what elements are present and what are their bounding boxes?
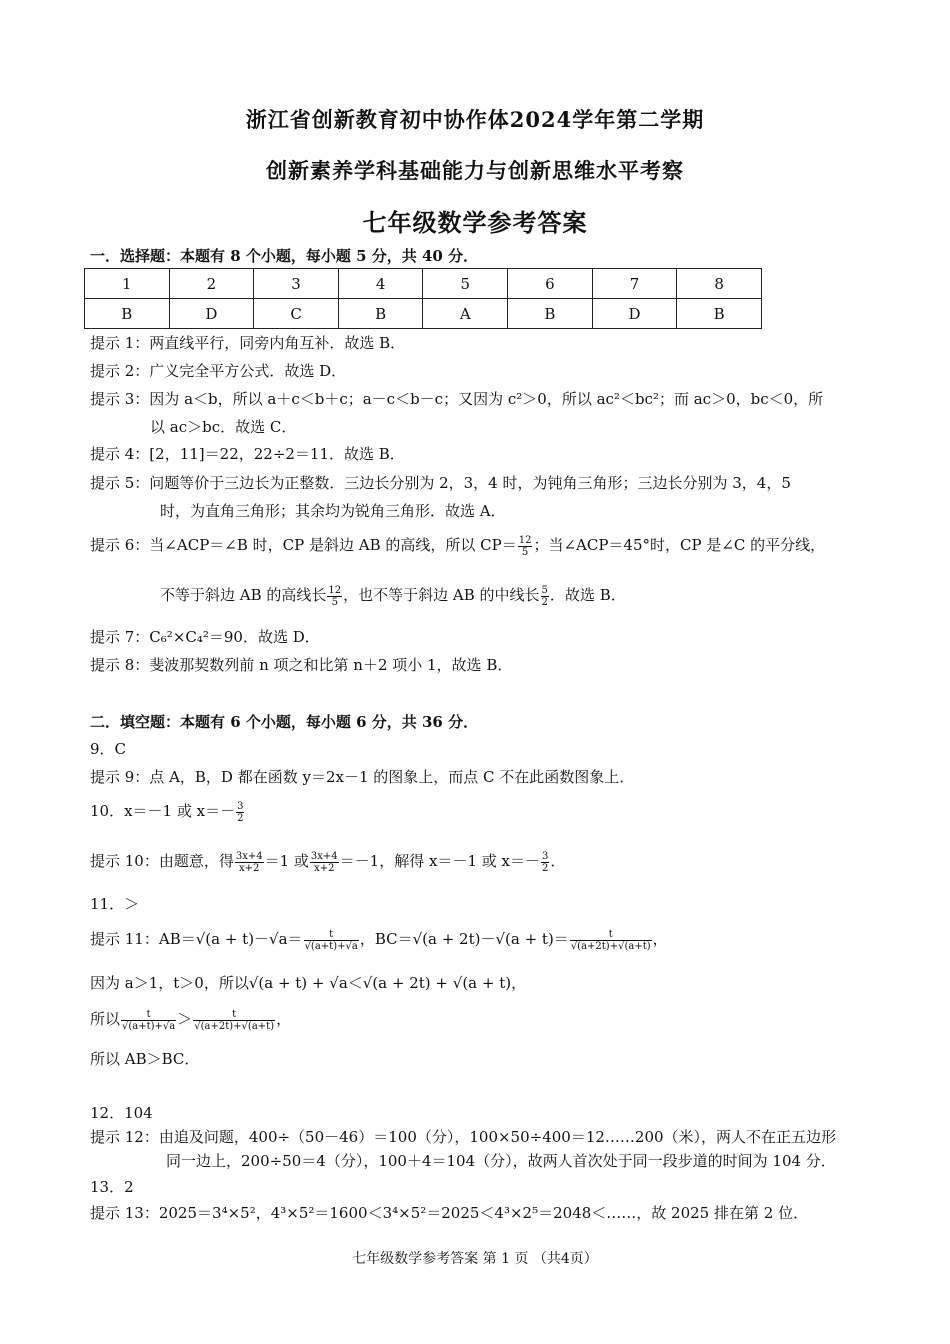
section1-heading: 一．选择题：本题有 8 个小题，每小题 5 分，共 40 分．	[90, 247, 479, 265]
hint-10-text-c: ＝－1，解得 x＝－1 或 x＝－	[339, 852, 540, 870]
fraction-12-over-5: $\frac{12}{5}$	[328, 584, 342, 608]
fraction-t-over-sqrt-sum-2: $\frac{t}{√(a+2t)+√(a+t)}$	[570, 928, 651, 952]
fraction-t-over-sqrt-sum-1: $\frac{t}{√(a+t)+√a}$	[304, 928, 358, 952]
hint-5-line2: 时，为直角三角形；其余均为锐角三角形．故选 A．	[160, 502, 506, 520]
hint-10	[90, 850, 565, 874]
fraction-t-over-sqrt-sum-2: $\frac{t}{√(a+2t)+√(a+t)}$	[194, 1008, 275, 1032]
answer-table-answer-row	[85, 299, 762, 329]
fraction-3x4-over-x2: $\frac{3x+4}{x+2}$	[235, 850, 263, 874]
hint-12-line1: 提示 12：由追及问题，400÷（50－46）＝100（分），100×50÷400＝12……200（米），两人不在正五边形	[90, 1128, 837, 1146]
answer-cell: B	[338, 299, 423, 329]
hint-11-line1	[90, 928, 668, 952]
answer-cell: C	[254, 299, 339, 329]
hint-5-line1: 提示 5：问题等价于三边长为正整数．三边长分别为 2，3，4 时，为钝角三角形；三边长分别为 3，4，5	[90, 474, 791, 492]
answer-10	[90, 800, 245, 824]
question-number-cell: 6	[508, 269, 593, 299]
hint-1: 提示 1：两直线平行，同旁内角互补．故选 B．	[90, 334, 406, 352]
question-number-cell: 2	[169, 269, 254, 299]
hint-13: 提示 13：2025＝3⁴×5²，4³×5²＝1600＜3⁴×5²＝2025＜4³×2⁵＝2048＜……，故 2025 排在第 2 位．	[90, 1204, 809, 1222]
hint-11-line2: 因为 a＞1，t＞0，所以√(a + t) + √a＜√(a + 2t) + √(a + t)，	[90, 974, 527, 992]
hint-11-text-d: 所以	[90, 1010, 121, 1028]
hint-11-line4: 所以 AB＞BC．	[90, 1050, 200, 1068]
hint-12-line2: 同一边上，200÷50＝4（分），100＋4＝104（分），故两人首次处于同一段步道的时间为 104 分．	[166, 1152, 836, 1170]
answer-cell: B	[677, 299, 762, 329]
fraction-12-over-5: $\frac{12}{5}$	[518, 534, 532, 558]
hint-11-text-e: ＞	[177, 1010, 193, 1028]
answer-cell: D	[592, 299, 677, 329]
page-footer: 七年级数学参考答案 第 1 页 （共4页）	[352, 1251, 598, 1267]
answer-table-number-row	[85, 269, 762, 299]
question-number-cell: 7	[592, 269, 677, 299]
hint-3-line1: 提示 3：因为 a＜b，所以 a＋c＜b＋c；a－c＜b－c；又因为 c²＞0，所以 ac²＜bc²；而 ac＞0，bc＜0，所	[90, 390, 824, 408]
hint-2: 提示 2：广义完全平方公式．故选 D．	[90, 362, 347, 380]
doc-title-line1: 浙江省创新教育初中协作体2024学年第二学期	[245, 107, 705, 132]
question-number-cell: 8	[677, 269, 762, 299]
doc-title-line2: 创新素养学科基础能力与创新思维水平考察	[266, 158, 684, 183]
fraction-5-over-2: $\frac{5}{2}$	[541, 584, 548, 608]
hint-11-text-b: ，BC＝√(a + 2t)－√(a + t)＝	[359, 930, 569, 948]
answer-cell: A	[423, 299, 508, 329]
hint-6-line2	[160, 584, 626, 608]
answer-13: 13．2	[90, 1178, 134, 1196]
hint-6-text-e: ．故选 B．	[549, 586, 626, 604]
answer-9: 9．C	[90, 740, 127, 758]
hint-11-text-a: 提示 11：AB＝√(a + t)－√a＝	[90, 930, 303, 948]
answer-10-text: 10．x＝－1 或 x＝－	[90, 802, 236, 820]
fraction-3-over-2: $\frac{3}{2}$	[237, 800, 244, 824]
hint-6-text-c: 不等于斜边 AB 的高线长	[160, 586, 327, 604]
question-number-cell: 1	[85, 269, 170, 299]
hint-11-text-c: ，	[652, 930, 668, 948]
hint-11-text-f: ，	[276, 1010, 292, 1028]
answer-11: 11．＞	[90, 895, 140, 913]
hint-11-line3	[90, 1008, 291, 1032]
answer-cell: B	[508, 299, 593, 329]
hint-10-text-b: ＝1 或	[264, 852, 309, 870]
hint-10-text-a: 提示 10：由题意，得	[90, 852, 234, 870]
hint-9: 提示 9：点 A，B，D 都在函数 y＝2x－1 的图象上，而点 C 不在此函数图象上．	[90, 768, 635, 786]
question-number-cell: 3	[254, 269, 339, 299]
hint-8: 提示 8：斐波那契数列前 n 项之和比第 n＋2 项小 1，故选 B．	[90, 656, 513, 674]
doc-title-line3: 七年级数学参考答案	[362, 208, 588, 237]
hint-10-text-d: ．	[550, 852, 566, 870]
hint-6-text-d: ，也不等于斜边 AB 的中线长	[343, 586, 540, 604]
section2-heading: 二．填空题：本题有 6 个小题，每小题 6 分，共 36 分．	[90, 713, 479, 731]
question-number-cell: 5	[423, 269, 508, 299]
fraction-t-over-sqrt-sum-1: $\frac{t}{√(a+t)+√a}$	[122, 1008, 176, 1032]
fraction-3-over-2: $\frac{3}{2}$	[541, 850, 549, 874]
hint-6-line1	[90, 534, 825, 558]
hint-6-text-b: ；当∠ACP＝45°时，CP 是∠C 的平分线，	[533, 536, 826, 554]
hint-6-text-a: 提示 6：当∠ACP＝∠B 时，CP 是斜边 AB 的高线，所以 CP＝	[90, 536, 517, 554]
question-number-cell: 4	[338, 269, 423, 299]
answer-cell: D	[169, 299, 254, 329]
hint-3-line2: 以 ac＞bc．故选 C．	[150, 418, 297, 436]
hint-4: 提示 4：[2，11]＝22，22÷2＝11．故选 B．	[90, 445, 405, 463]
answer-12: 12．104	[90, 1104, 153, 1122]
answer-table	[84, 268, 762, 329]
hint-7: 提示 7：C₆²×C₄²＝90．故选 D．	[90, 628, 320, 646]
fraction-3x4-over-x2: $\frac{3x+4}{x+2}$	[310, 850, 338, 874]
answer-cell: B	[85, 299, 170, 329]
